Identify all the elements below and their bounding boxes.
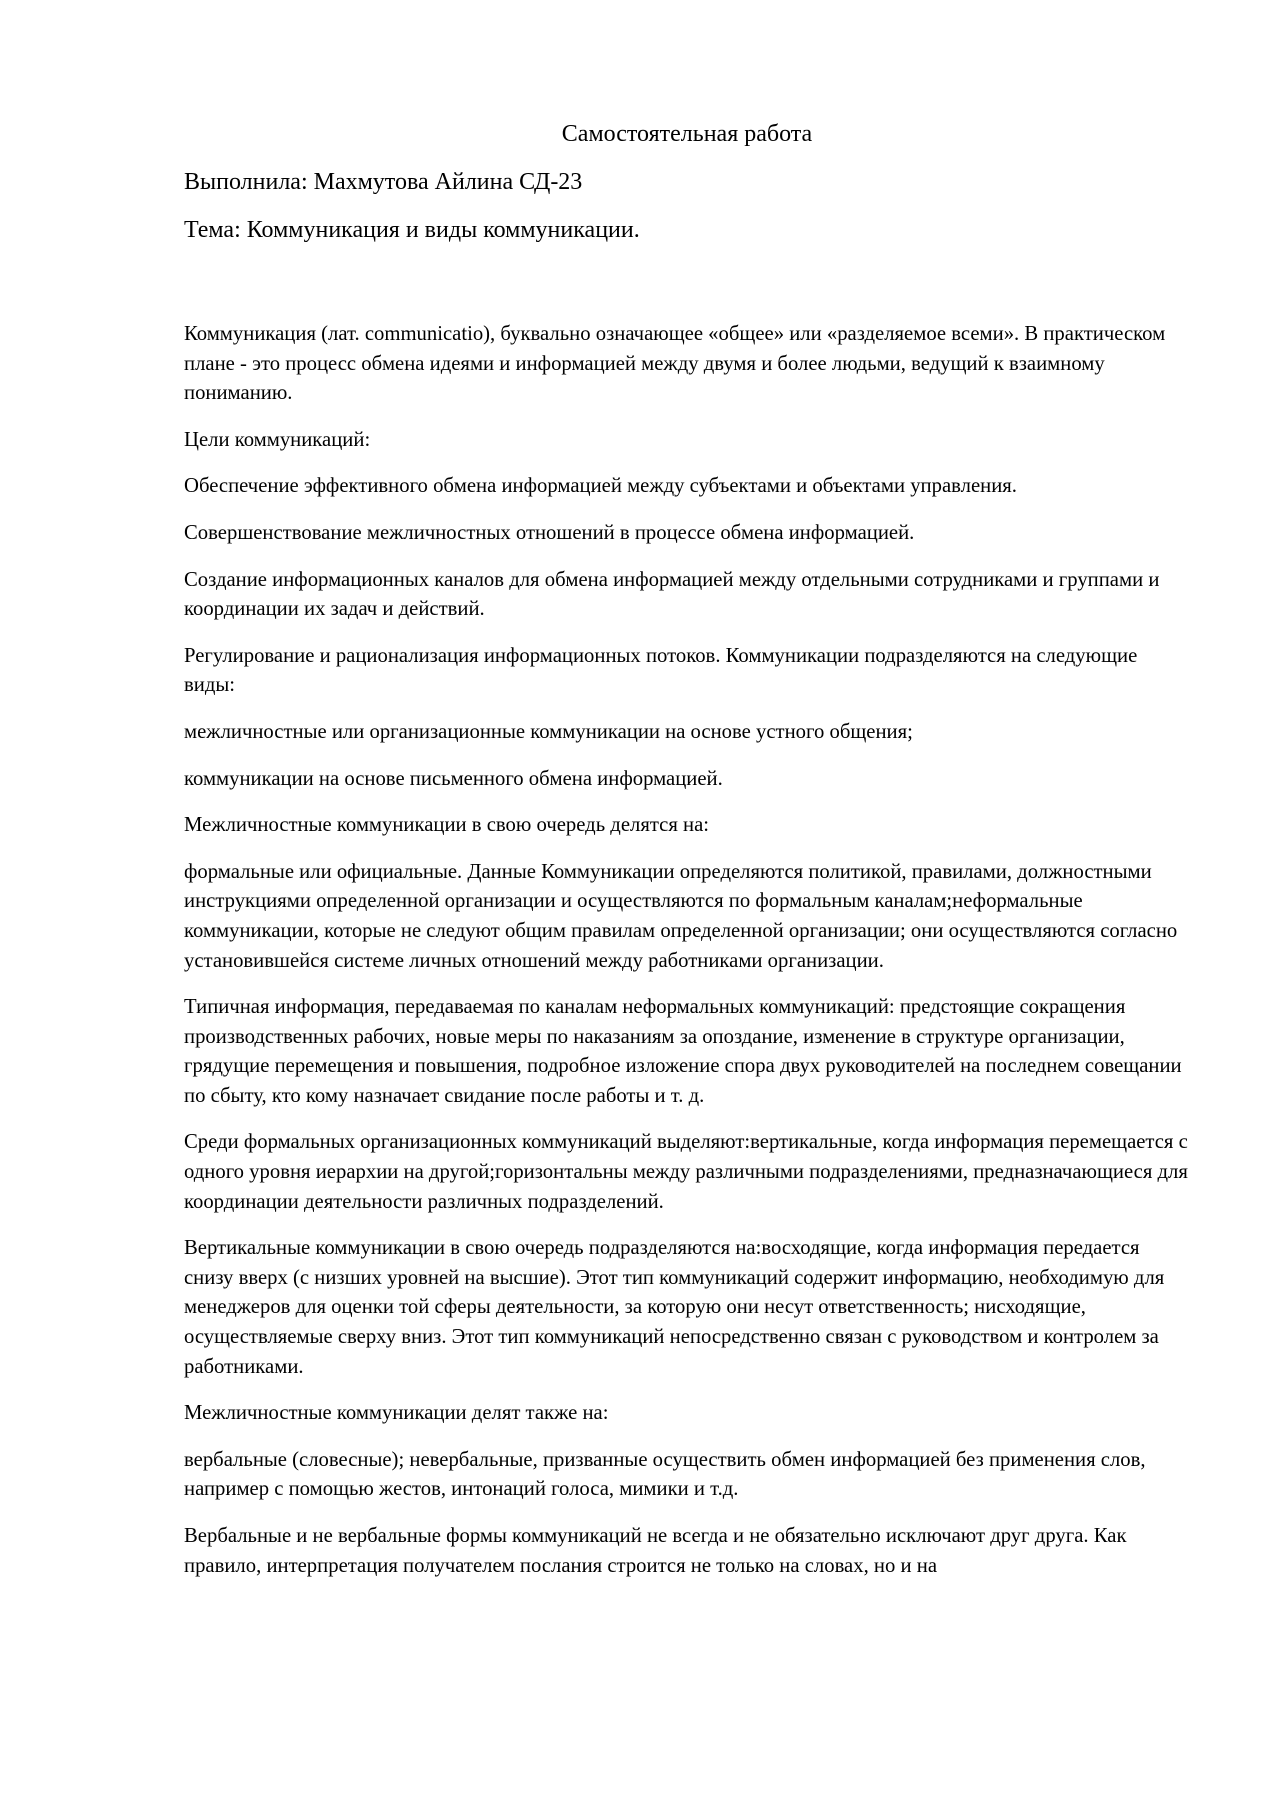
paragraph-goals-heading: Цели коммуникаций: bbox=[184, 428, 371, 451]
document-title: Самостоятельная работа bbox=[561, 121, 813, 147]
paragraph-vertical-types: Вертикальные коммуникации в свою очередь подразделяются на:восходящие, когда информация передается снизу вверх (с низших уровней на высшие). Этот тип коммуникаций содержит информацию, необходимую для менеджеров для оценки той сферы деятельности, за которую они несут ответственность; нисходящие, осуществляемые сверху вниз. Этот тип коммуникаций непосредственно связан с руководством и контролем за работниками. bbox=[184, 1237, 1165, 1378]
paragraph-goal-2: Совершенствование межличностных отношений в процессе обмена информацией. bbox=[184, 521, 915, 544]
document-body bbox=[184, 120, 1190, 1598]
author-line: Выполнила: Махмутова Айлина СД-23 bbox=[184, 169, 583, 195]
paragraph-informal-info: Типичная информация, передаваемая по каналам неформальных коммуникаций: предстоящие сокращения производственных рабочих, новые меры по наказаниям за опоздание, изменение в структуре организации, грядущие перемещения и повышения, подробное изложение спора двух руководителей на последнем совещании по сбыту, кто кому назначает свидание после работы и т. д. bbox=[184, 996, 1182, 1107]
blank-line bbox=[184, 245, 1190, 320]
paragraph-formal-informal: формальные или официальные. Данные Коммуникации определяются политикой, правилами, должностными инструкциями определенной организации и осуществляются по формальным каналам;неформальные коммуникации, которые не следуют общим правилам определенной организации; они осуществляются согласно установившейся системе личных отношений между работниками организации. bbox=[184, 860, 1178, 972]
paragraph-interpersonal-also: Межличностные коммуникации делят также на: bbox=[184, 1402, 609, 1425]
paragraph-type-oral: межличностные или организационные коммуникации на основе устного общения; bbox=[184, 720, 913, 743]
paragraph-goal-1: Обеспечение эффективного обмена информацией между субъектами и объектами управления. bbox=[184, 475, 1017, 498]
paragraph-forms-combined: Вербальные и не вербальные формы коммуникаций не всегда и не обязательно исключают друг друга. Как правило, интерпретация получателем послания строится не только на словах, но и на bbox=[184, 1525, 1127, 1577]
paragraph-definition: Коммуникация (лат. communicatio), буквально означающее «общее» или «разделяемое всеми». В практическом плане - это процесс обмена идеями и информацией между двумя и более людьми, ведущий к взаимному пониманию. bbox=[184, 323, 1166, 405]
topic-line: Тема: Коммуникация и виды коммуникации. bbox=[184, 217, 640, 243]
paragraph-goal-4: Регулирование и рационализация информационных потоков. Коммуникации подразделяются на следующие виды: bbox=[184, 644, 1138, 697]
paragraph-type-written: коммуникации на основе письменного обмена информацией. bbox=[184, 767, 723, 790]
paragraph-formal-types: Среди формальных организационных коммуникаций выделяют:вертикальные, когда информация перемещается с одного уровня иерархии на другой;горизонтальны между различными подразделениями, предназначающиеся для координации деятельности различных подразделений. bbox=[184, 1131, 1188, 1213]
paragraph-verbal-nonverbal: вербальные (словесные); невербальные, призванные осуществить обмен информацией без применения слов, например с помощью жестов, интонаций голоса, мимики и т.д. bbox=[184, 1448, 1146, 1501]
paragraph-goal-3: Создание информационных каналов для обмена информацией между отдельными сотрудниками и группами и координации их задач и действий. bbox=[184, 568, 1160, 621]
paragraph-interpersonal-division: Межличностные коммуникации в свою очередь делятся на: bbox=[184, 814, 710, 837]
